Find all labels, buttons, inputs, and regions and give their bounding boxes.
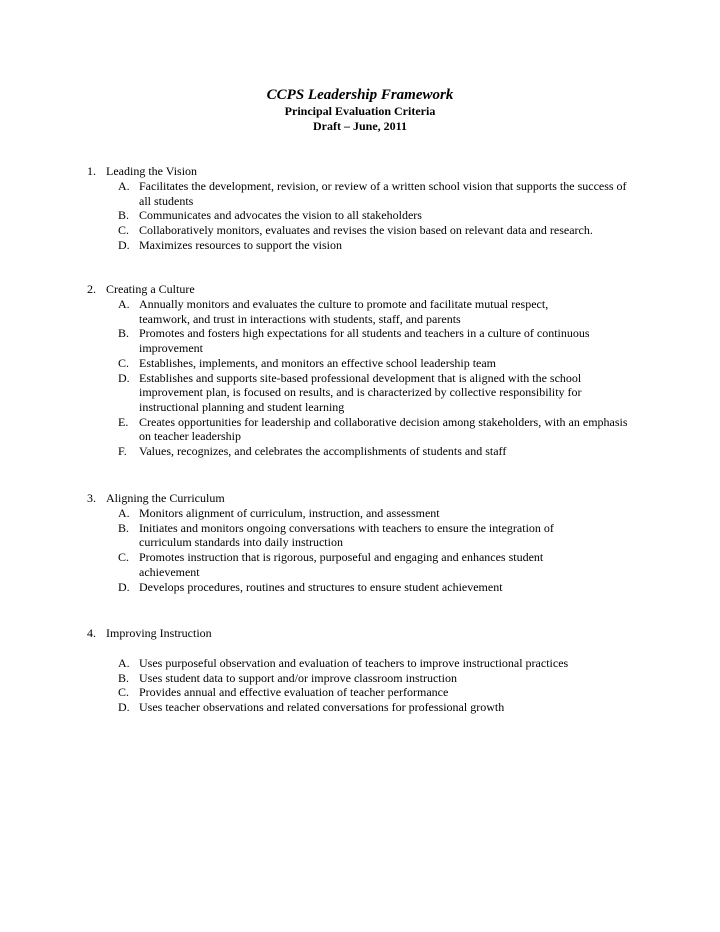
item-letter: B.: [118, 520, 130, 535]
section-aligning-the-curriculum: [0, 491, 720, 594]
criteria-item: [0, 521, 599, 550]
document-title: CCPS Leadership Framework: [266, 87, 454, 103]
criteria-item: [0, 415, 639, 444]
item-letter: D.: [118, 700, 130, 715]
item-letter: C.: [118, 223, 130, 238]
document-date: Draft – June, 2011: [313, 119, 407, 133]
section-spacer: [0, 641, 720, 656]
criteria-item: [0, 444, 639, 459]
document-subtitle: Principal Evaluation Criteria: [284, 104, 436, 118]
criteria-item: [0, 671, 639, 686]
item-letter: A.: [118, 506, 130, 520]
criteria-list: [0, 506, 720, 594]
item-text: Creates opportunities for leadership and collaborative decision among stakeholders, with an emphasis on teacher leadership: [139, 414, 628, 444]
section-title: Improving Instruction: [106, 626, 212, 640]
criteria-item: [0, 506, 639, 521]
section-heading: [0, 282, 720, 297]
item-text: Collaboratively monitors, evaluates and revises the vision based on relevant data and research.: [139, 223, 593, 238]
criteria-list: [0, 656, 720, 715]
criteria-item: [0, 700, 639, 715]
item-text: Monitors alignment of curriculum, instruction, and assessment: [139, 506, 440, 520]
item-text: Facilitates the development, revision, or review of a written school vision that supports the success of all students: [139, 179, 627, 208]
criteria-item: [0, 685, 639, 700]
item-text: Develops procedures, routines and structures to ensure student achievement: [139, 579, 503, 594]
item-letter: C.: [118, 685, 130, 700]
item-letter: B.: [118, 208, 130, 223]
item-text: Provides annual and effective evaluation of teacher performance: [139, 685, 449, 700]
section-number: 4.: [87, 626, 96, 640]
criteria-item: [0, 297, 599, 326]
section-number: 3.: [87, 491, 96, 505]
section-heading: [0, 491, 720, 506]
item-letter: D.: [118, 237, 130, 252]
item-text: Establishes, implements, and monitors an effective school leadership team: [139, 355, 497, 370]
section-number: 2.: [87, 282, 96, 296]
item-text: Values, recognizes, and celebrates the accomplishments of students and staff: [139, 444, 507, 459]
item-letter: C.: [118, 355, 130, 370]
criteria-item: [0, 550, 584, 579]
item-letter: E.: [118, 414, 129, 429]
section-improving-instruction: [0, 626, 720, 715]
item-letter: C.: [118, 550, 130, 565]
item-text: Promotes instruction that is rigorous, purposeful and engaging and enhances student achievement: [139, 550, 544, 579]
section-creating-a-culture: [0, 282, 720, 459]
item-letter: F.: [118, 444, 127, 459]
section-leading-the-vision: [0, 164, 720, 253]
item-text: Promotes and fosters high expectations for all students and teachers in a culture of continuous improvement: [139, 326, 590, 356]
item-text: Uses teacher observations and related conversations for professional growth: [139, 700, 505, 715]
criteria-item: [0, 179, 639, 208]
section-heading: [0, 626, 720, 641]
section-heading: [0, 164, 720, 179]
criteria-item: [0, 656, 639, 671]
item-text: Uses purposeful observation and evaluation of teachers to improve instructional practices: [139, 656, 569, 670]
criteria-item: [0, 208, 639, 223]
item-letter: D.: [118, 579, 130, 594]
item-letter: B.: [118, 670, 130, 685]
item-text: Communicates and advocates the vision to all stakeholders: [139, 208, 422, 223]
section-title: Aligning the Curriculum: [106, 491, 225, 505]
item-text: Initiates and monitors ongoing conversations with teachers to ensure the integration of curriculum standards into daily instruction: [139, 520, 554, 550]
item-text: Maximizes resources to support the vision: [139, 237, 342, 252]
criteria-item: [0, 223, 659, 238]
item-text: Establishes and supports site-based professional development that is aligned with the school improvement plan, is focused on results, and is characterized by collective responsibility for instructional planning and student learning: [139, 370, 582, 414]
criteria-list: [0, 297, 720, 459]
document-header: [0, 86, 720, 134]
item-text: Uses student data to support and/or improve classroom instruction: [139, 670, 457, 685]
criteria-list: [0, 179, 720, 253]
section-title: Leading the Vision: [106, 164, 198, 178]
item-letter: A.: [118, 656, 130, 670]
item-letter: D.: [118, 370, 130, 385]
item-text: Annually monitors and evaluates the culture to promote and facilitate mutual respect, teamwork, and trust in interactions with students, staff, and parents: [139, 297, 549, 326]
item-letter: A.: [118, 179, 130, 193]
criteria-item: [0, 580, 639, 595]
section-number: 1.: [87, 164, 96, 178]
criteria-item: [0, 356, 639, 371]
item-letter: A.: [118, 297, 130, 311]
criteria-item: [0, 326, 639, 355]
criteria-item: [0, 238, 639, 253]
section-title: Creating a Culture: [106, 282, 195, 296]
criteria-item: [0, 371, 639, 415]
item-letter: B.: [118, 326, 130, 341]
